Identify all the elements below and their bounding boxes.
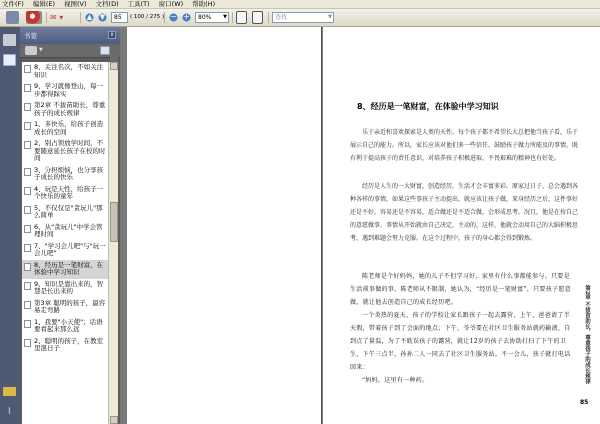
- scroll-thumb[interactable]: [110, 202, 118, 242]
- menu-edit[interactable]: 编辑(E): [32, 0, 55, 8]
- chapter-title: 8、经历是一笔财富，在体验中学习知识: [357, 102, 499, 111]
- bookmark-label: 5、不仅仅是"贪玩儿"那么简单: [34, 203, 103, 219]
- prev-page-icon[interactable]: ▲: [84, 11, 95, 24]
- comments-icon[interactable]: [3, 387, 16, 396]
- page-icon: [24, 301, 31, 309]
- page-icon: [24, 103, 31, 111]
- menu-document[interactable]: 文档(D): [95, 0, 119, 8]
- chevron-down-icon: ▼: [39, 47, 43, 53]
- bookmark-item[interactable]: [22, 279, 108, 298]
- close-panel-button[interactable]: x: [108, 31, 116, 39]
- bookmark-label: 6、从"贪玩儿"中学会管理时间: [34, 222, 103, 238]
- menu-window[interactable]: 窗口(W): [158, 0, 184, 8]
- bookmark-scrollbar[interactable]: [108, 62, 118, 424]
- bookmark-label: 9、学习就像登山，每一步都得踩实: [34, 82, 104, 98]
- zoom-in-icon[interactable]: +: [181, 11, 192, 24]
- attachments-icon[interactable]: ⌇: [7, 407, 12, 417]
- page-icon: [24, 187, 31, 195]
- bookmark-label: 1、我要"小天使"；话语要看起来那么远: [34, 317, 103, 333]
- story-paragraph-3: “妈妈，这里有一种药。: [362, 377, 429, 384]
- page-icon: [24, 168, 31, 176]
- panel-options-bar: [20, 44, 120, 58]
- chevron-down-icon: ▼: [223, 14, 227, 20]
- page-icon: [24, 320, 31, 328]
- menu-file[interactable]: 文件(F): [2, 0, 24, 8]
- previous-page: [127, 27, 322, 424]
- scroll-down-icon[interactable]: [110, 416, 118, 424]
- bookmark-label: 第2章 不拔苗助长，尊重孩子的成长规律: [34, 101, 106, 117]
- bookmark-item[interactable]: [22, 336, 108, 355]
- bookmark-item[interactable]: [22, 62, 108, 81]
- next-page-icon[interactable]: ▼: [97, 11, 108, 24]
- zoom-value: 80%: [198, 14, 212, 21]
- panel-header: [20, 27, 120, 44]
- new-bookmark-icon[interactable]: [100, 46, 110, 55]
- bookmark-label: 第3章 聪明的孩子，最容易走弯路: [34, 298, 106, 314]
- page-icon: [24, 65, 31, 73]
- page-icon: [24, 122, 31, 130]
- bookmark-label: 4、玩是天性，给孩子一个快乐的童年: [34, 184, 104, 200]
- bookmark-label: 3、分担烦恼，也分享孩子成长的快乐: [34, 165, 104, 181]
- bookmark-item[interactable]: [22, 241, 108, 260]
- page-icon: [24, 244, 31, 252]
- menu-tools[interactable]: 工具(T): [127, 0, 150, 8]
- running-header: 第2章 不拔苗助长，尊重孩子的成长规律: [584, 285, 590, 385]
- bookmark-label: 7、"学习会儿吧"与"玩一会儿吧": [34, 241, 106, 257]
- menu-view[interactable]: 视图(V): [64, 0, 87, 8]
- bookmark-item[interactable]: [22, 260, 108, 279]
- search-placeholder: 查找: [275, 14, 288, 21]
- navigation-strip: [0, 27, 20, 424]
- bookmark-item[interactable]: [22, 317, 108, 336]
- bookmark-item[interactable]: [22, 138, 108, 165]
- search-input[interactable]: [272, 12, 334, 23]
- page-icon: [24, 84, 31, 92]
- share-icon[interactable]: ✉ ▾: [50, 13, 64, 22]
- bookmark-item[interactable]: [22, 203, 108, 222]
- page-number: 85: [580, 399, 589, 406]
- bookmark-label: 8、经历是一笔财富，在体验中学习知识: [34, 260, 104, 276]
- page-icon: [24, 282, 31, 290]
- paragraph-2: 经历是人生的一大财富，创造经历，生活才会丰富多彩。原家过日子，总会遇到各种各样的事情，如果这些事孩子主动提出，就应该让孩子做，来身经历之后，这件事好还是不好，容易还是不容易，适合做还是不适合做，会形成思考。况且，他是在按自己的意愿做事，事情从开始就由自己决定，主动的，这样，他就会动用自己的大脑积极思考，遇到难题会努力克服。在这个过程中，孩子的身心都会得到锻炼。: [350, 183, 579, 242]
- page-count-label: ( 100 / 275 ): [130, 14, 165, 20]
- page-icon: [24, 206, 31, 214]
- bookmark-item[interactable]: [22, 100, 108, 119]
- page-icon: [24, 225, 31, 233]
- export-pdf-icon[interactable]: [26, 11, 42, 24]
- bookmark-label: 1、多快乐，给孩子创造成长的空间: [34, 120, 104, 136]
- page-icon: [24, 263, 31, 271]
- bookmark-item[interactable]: [22, 298, 108, 317]
- fit-page-icon[interactable]: [236, 11, 247, 24]
- bookmark-item[interactable]: [22, 165, 108, 184]
- paragraph-1: 乐于亲近和喜欢探索是人类的天性。每个孩子都不希望长大总把他当孩子看，乐于展示自己的能力。所以，家长应该对他们多一些信任，鼓励孩子做力所能及的事情，既有利于提高孩子的责任意识，对培养孩子积极进取、不畏艰难的精神也有好处。: [350, 129, 579, 162]
- bookmark-item[interactable]: [22, 184, 108, 203]
- pages-icon[interactable]: [3, 34, 16, 46]
- menu-bar: [0, 0, 600, 9]
- bookmarks-icon[interactable]: [3, 54, 16, 66]
- page-icon: [24, 141, 31, 149]
- options-icon[interactable]: [25, 46, 37, 55]
- fit-width-icon[interactable]: [252, 11, 263, 24]
- scroll-up-icon[interactable]: [110, 62, 118, 70]
- bookmark-list: [22, 62, 108, 424]
- bookmark-item[interactable]: [22, 222, 108, 241]
- print-icon[interactable]: [6, 11, 19, 24]
- story-block: [350, 270, 572, 387]
- panel-title: 书签: [24, 32, 37, 40]
- page-icon: [24, 339, 31, 347]
- panel-gap: [110, 44, 118, 62]
- bookmark-label: 8、关注名次，不如关注知识: [34, 63, 104, 79]
- story-paragraph-2: 一个炎热的夏天，孩子的学校让家长跟孩子一起去露营，上午，爸爸请了半天假，带着孩子到了会面的地点；下午，爷爷要在社区卫生服务站就药输液，自到点了量温，为了不耽误孩子的露营，就让12岁的孩子去协助打扫了下午的卫生，下午三点半，孙孙二人一同去了社区卫生服务站。不一会儿，孩子就打电话回来：: [350, 312, 571, 371]
- menu-help[interactable]: 帮助(H): [192, 0, 216, 8]
- bookmark-label: 2、聪明的孩子，在教室里混日子: [34, 336, 104, 352]
- bookmark-item[interactable]: [22, 81, 108, 100]
- bookmark-label: 2、别占领放学时间，不要随意延长孩子在校的时间: [34, 139, 106, 162]
- toolbar: [0, 9, 600, 27]
- chevron-down-icon: ▼: [328, 14, 332, 20]
- zoom-out-icon[interactable]: −: [168, 11, 179, 24]
- bookmark-item[interactable]: [22, 119, 108, 138]
- bookmark-label: 9、知识是靠出来的，智慧是长出来的: [34, 279, 104, 295]
- zoom-select[interactable]: [195, 12, 229, 23]
- story-paragraph-1: 陈老师是个好妈妈，她的儿子不但学习好，家里有什么事都能参与。只要是生活琐事做的事，陈老师从不限制，她认为，“经历是一笔财富”，只要孩子愿意做，就让他去创造自己的成长经历吧。: [350, 273, 571, 306]
- page-number-input[interactable]: 85: [111, 12, 128, 23]
